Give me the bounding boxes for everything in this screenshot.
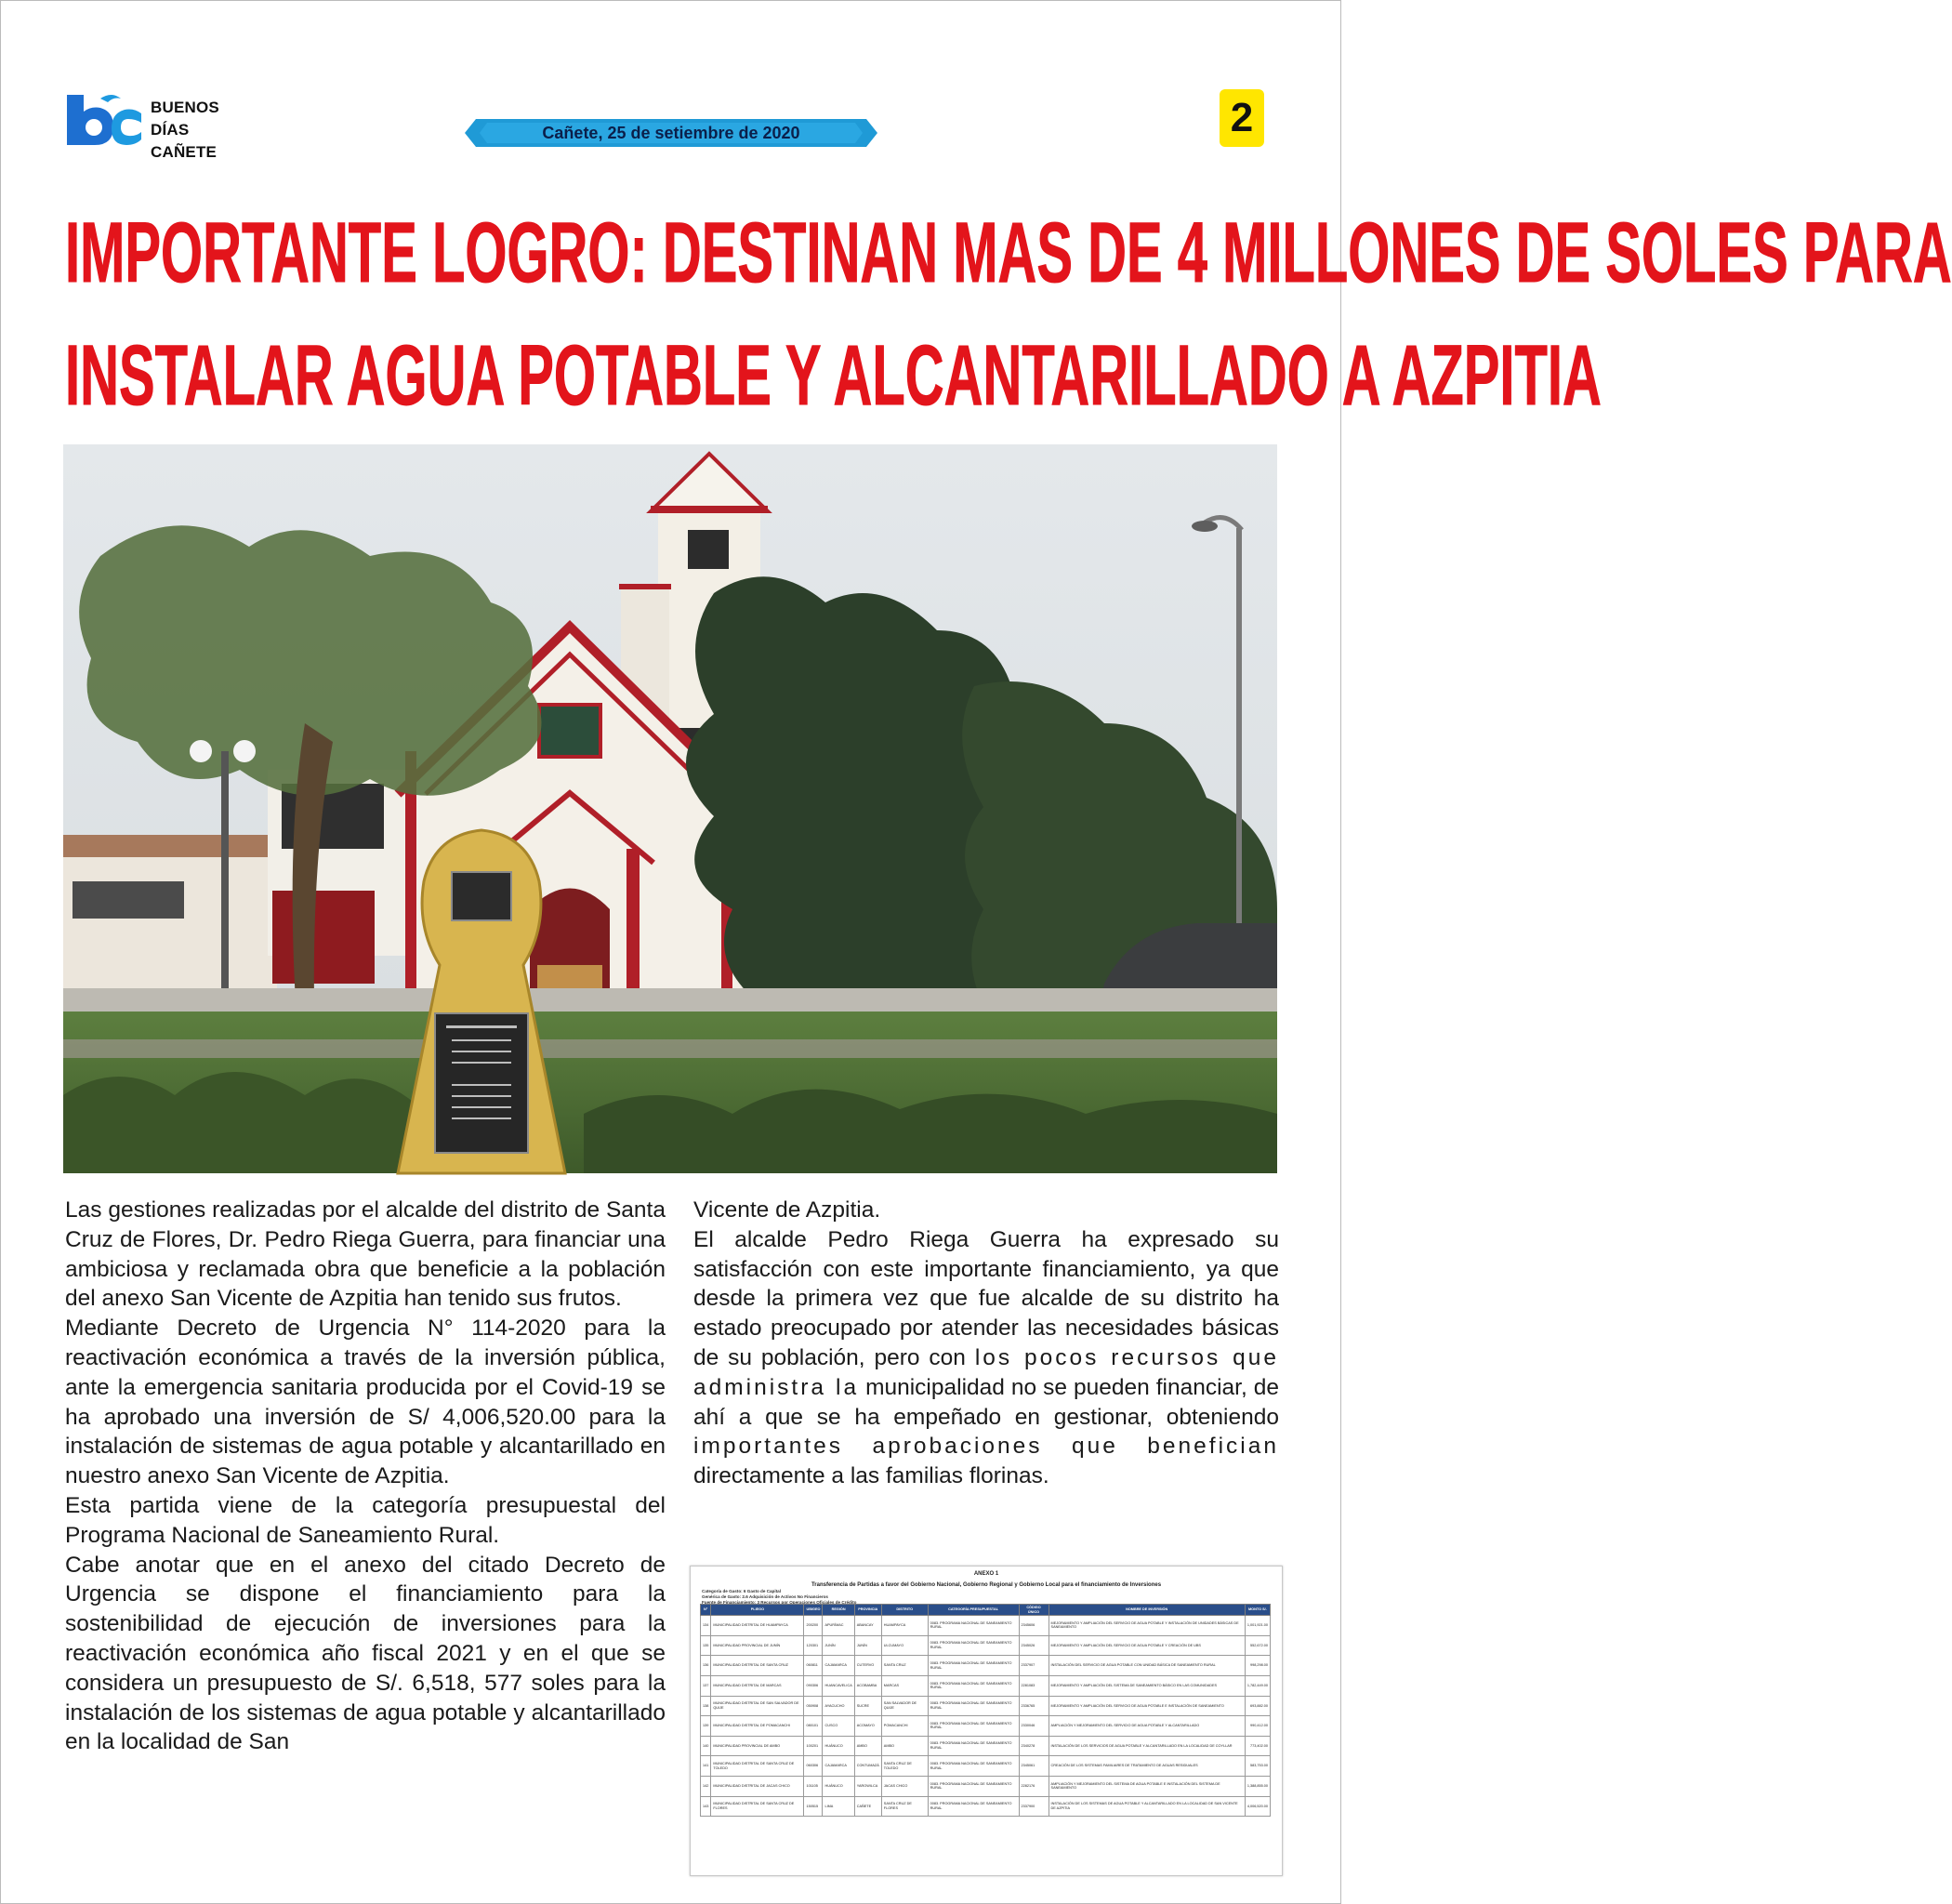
table-cell: 0083. PROGRAMA NACIONAL DE SANEAMIENTO RURAL <box>928 1656 1019 1676</box>
table-cell: HUAMPAYCA <box>881 1616 928 1636</box>
page-number-badge: 2 <box>1220 89 1264 147</box>
table-cell: 998,298.00 <box>1245 1656 1270 1676</box>
table-row <box>701 1776 1271 1796</box>
table-cell: 137 <box>701 1675 711 1696</box>
table-cell: 2337907 <box>1019 1656 1049 1676</box>
annex-meta: Genérica de Gasto: 2.6 Adquisición de Activos No Financieros <box>702 1594 828 1599</box>
article-paragraph: Cabe anotar que en el anexo del citado Decreto de Urgencia se dispone el financiamiento para la sostenibilidad de ejecución de inversiones para la reactivación económica año fiscal 2021 y en el que se considera un presupuesto de S/. 6,518, 577 soles para la instalación de los sistemas de agua potable y alcantarillado en la localidad de San <box>65 1552 666 1755</box>
table-cell: SANTA CRUZ DE FLORES <box>881 1796 928 1817</box>
table-cell: CAJAMARCA <box>823 1656 854 1676</box>
table-cell: 583,753.00 <box>1245 1756 1270 1777</box>
table-cell: 050908 <box>804 1696 823 1716</box>
table-cell: MEJORAMIENTO Y AMPLIACIÓN DEL SISTEMA DE SANEAMIENTO BÁSICO EN LAS COMUNIDADES <box>1049 1675 1245 1696</box>
article-paragraph: Esta partida viene de la categoría presupuestal del Programa Nacional de Saneamiento Rural. <box>65 1492 666 1548</box>
table-cell: 2345606 <box>1019 1616 1049 1636</box>
table-cell: 990,412.00 <box>1245 1716 1270 1737</box>
annex-column-header: PROVINCIA <box>854 1605 881 1616</box>
table-cell: MUNICIPALIDAD PROVINCIAL DE JUNÍN <box>711 1635 804 1656</box>
table-cell: 1,388,855.00 <box>1245 1776 1270 1796</box>
table-cell: 101105 <box>804 1776 823 1796</box>
annex-title: ANEXO 1 <box>973 1571 999 1577</box>
table-cell: 1,001,921.00 <box>1245 1616 1270 1636</box>
logo-line-1: BUENOS <box>151 99 219 116</box>
bc-logo-icon <box>63 91 141 149</box>
table-cell: 2345026 <box>1019 1635 1049 1656</box>
table-cell: SANTA CRUZ <box>881 1656 928 1676</box>
table-cell: ABANCAY <box>854 1616 881 1636</box>
table-cell: 0083. PROGRAMA NACIONAL DE SANEAMIENTO RURAL <box>928 1696 1019 1716</box>
table-cell: POMACANCHI <box>881 1716 928 1737</box>
table-cell: LIMA <box>823 1796 854 1817</box>
table-cell: 2345061 <box>1019 1756 1049 1777</box>
table-cell: HUÁNUCO <box>823 1736 854 1756</box>
table-cell: MUNICIPALIDAD DISTRITAL DE SANTA CRUZ DE TOLEDO <box>711 1756 804 1777</box>
table-cell: 2337900 <box>1019 1796 1049 1817</box>
annex-column-header: REGIÓN <box>823 1605 854 1616</box>
table-cell: MUNICIPALIDAD DISTRITAL DE JACAS CHICO <box>711 1776 804 1796</box>
table-row <box>701 1736 1271 1756</box>
table-cell: AMPLIACIÓN Y MEJORAMIENTO DEL SERVICIO DE AGUA POTABLE Y ALCANTARILLADO <box>1049 1716 1245 1737</box>
table-cell: CAJAMARCA <box>823 1756 854 1777</box>
table-cell: 134 <box>701 1616 711 1636</box>
headline <box>65 192 1952 437</box>
annex-column-header: N° <box>701 1605 711 1616</box>
table-cell: AMBO <box>854 1736 881 1756</box>
table-cell: AMBO <box>881 1736 928 1756</box>
table-cell: CUSCO <box>823 1716 854 1737</box>
date-banner <box>463 117 879 149</box>
table-cell: SUCRE <box>854 1696 881 1716</box>
table-cell: MUNICIPALIDAD DISTRITAL DE SANTA CRUZ DE FLORES <box>711 1796 804 1817</box>
table-cell: CAÑETE <box>854 1796 881 1817</box>
table-row <box>701 1616 1271 1636</box>
annex-column-header: UBIGEO <box>804 1605 823 1616</box>
annex-meta: Fuente de Financiamiento: 3 Recursos por Operaciones Oficiales de Crédito <box>702 1600 857 1605</box>
article-text: directamente a las familias florinas. <box>693 1463 1049 1489</box>
table-cell: 2281083 <box>1019 1675 1049 1696</box>
table-cell: 552,672.00 <box>1245 1635 1270 1656</box>
table-cell: INSTALACIÓN DEL SERVICIO DE AGUA POTABLE CON UNIDAD BÁSICA DE SANEAMIENTO RURAL <box>1049 1656 1245 1676</box>
article-left-column <box>65 1196 666 1757</box>
table-cell: MEJORAMIENTO Y AMPLIACIÓN DEL SERVICIO DE AGUA POTABLE Y INSTALACIÓN DE UNIDADES BÁSICAS DE SANEAMIENTO <box>1049 1616 1245 1636</box>
table-cell: MUNICIPALIDAD DISTRITAL DE MARCAS <box>711 1675 804 1696</box>
table-cell: 0083. PROGRAMA NACIONAL DE SANEAMIENTO RURAL <box>928 1635 1019 1656</box>
table-cell: 0083. PROGRAMA NACIONAL DE SANEAMIENTO RURAL <box>928 1776 1019 1796</box>
table-cell: MUNICIPALIDAD DISTRITAL DE HUAMPAYCA <box>711 1616 804 1636</box>
article-text: El alcalde Pedro Riega Guerra ha expresado su satisfacción con este importante financiamiento, ya que desde la primera vez que fue alcalde de su distrito ha estado preocupado por atender las necesidades básicas de su población, pero con <box>693 1226 1279 1370</box>
table-cell: 773,402.00 <box>1245 1736 1270 1756</box>
table-cell: 090306 <box>804 1675 823 1696</box>
table-cell: 143 <box>701 1796 711 1817</box>
table-cell: HUANCAVELICA <box>823 1675 854 1696</box>
table-cell: 138 <box>701 1696 711 1716</box>
annex-table <box>700 1604 1271 1817</box>
annex-column-header: CÓDIGO ÚNICO <box>1019 1605 1049 1616</box>
table-cell: MUNICIPALIDAD DISTRITAL DE SANTA CRUZ <box>711 1656 804 1676</box>
table-row <box>701 1756 1271 1777</box>
table-cell: AYACUCHO <box>823 1696 854 1716</box>
article-text: municipalidad no se pueden financiar, de ahí a que se ha empeñado en gestionar, obteniendo <box>693 1374 1280 1430</box>
table-cell: JUNÍN <box>823 1635 854 1656</box>
table-cell: 2340278 <box>1019 1736 1049 1756</box>
table-cell: 060811 <box>804 1656 823 1676</box>
table-cell: HUÁNUCO <box>823 1776 854 1796</box>
table-cell: CUTERVO <box>854 1656 881 1676</box>
table-cell: 0083. PROGRAMA NACIONAL DE SANEAMIENTO RURAL <box>928 1675 1019 1696</box>
table-cell: 2282176 <box>1019 1776 1049 1796</box>
table-cell: MARCAS <box>881 1675 928 1696</box>
table-cell: JACAS CHICO <box>881 1776 928 1796</box>
table-cell: MUNICIPALIDAD DISTRITAL DE POMACANCHI <box>711 1716 804 1737</box>
table-cell: 120301 <box>804 1635 823 1656</box>
logo-line-2: DÍAS CAÑETE <box>151 121 218 161</box>
article-text: los pocos recursos que administra la <box>693 1344 1279 1400</box>
table-cell: 0083. PROGRAMA NACIONAL DE SANEAMIENTO RURAL <box>928 1796 1019 1817</box>
table-cell: INSTALACIÓN DE LOS SISTEMAS DE AGUA POTABLE Y ALCANTARILLADO EN LA LOCALIDAD DE SAN VICENTE DE AZPITIA <box>1049 1796 1245 1817</box>
table-cell: JUNÍN <box>854 1635 881 1656</box>
article-paragraph: Las gestiones realizadas por el alcalde del distrito de Santa Cruz de Flores, Dr. Pedro Riega Guerra, para financiar una ambiciosa y reclamada obra que beneficie a la población del anexo San Vicente de Azpitia han tenido sus frutos. <box>65 1197 666 1312</box>
table-cell: CREACIÓN DE LOS SISTEMAS FAMILIARES DE TRATAMIENTO DE AGUAS RESIDUALES <box>1049 1756 1245 1777</box>
table-cell: 060306 <box>804 1756 823 1777</box>
table-cell: SANTA CRUZ DE TOLEDO <box>881 1756 928 1777</box>
table-cell: 200200 <box>804 1616 823 1636</box>
table-cell: 141 <box>701 1756 711 1777</box>
table-cell: 2336765 <box>1019 1696 1049 1716</box>
table-cell: 150515 <box>804 1796 823 1817</box>
table-row <box>701 1635 1271 1656</box>
article-right-column <box>693 1196 1279 1491</box>
annex-column-header: MONTO S/. <box>1245 1605 1270 1616</box>
annex-column-header: NOMBRE DE INVERSIÓN <box>1049 1605 1245 1616</box>
table-cell: 0083. PROGRAMA NACIONAL DE SANEAMIENTO RURAL <box>928 1756 1019 1777</box>
table-cell: MEJORAMIENTO Y AMPLIACIÓN DEL SERVICIO DE AGUA POTABLE Y CREACIÓN DE UBS <box>1049 1635 1245 1656</box>
article-paragraph: Mediante Decreto de Urgencia N° 114-2020 para la reactivación económica a través de la inversión pública, ante la emergencia sanitaria producida por el Covid-19 se ha aprobado una inversión de S/ 4,006,520.00 para la instalación de sistemas de agua potable y alcantarillado en nuestro anexo San Vicente de Azpitia. <box>65 1316 666 1489</box>
table-cell: 0083. PROGRAMA NACIONAL DE SANEAMIENTO RURAL <box>928 1616 1019 1636</box>
annex-column-header: PLIEGO <box>711 1605 804 1616</box>
table-cell: APURÍMAC <box>823 1616 854 1636</box>
article-text: importantes aprobaciones que benefician <box>693 1434 1279 1460</box>
church-illustration <box>63 444 1277 1173</box>
annex-column-header: CATEGORÍA PRESUPUESTAL <box>928 1605 1019 1616</box>
table-cell: CONTUMAZÁ <box>854 1756 881 1777</box>
table-cell: 135 <box>701 1635 711 1656</box>
table-cell: AMPLIACIÓN Y MEJORAMIENTO DEL SISTEMA DE AGUA POTABLE E INSTALACIÓN DEL SISTEMA DE SANEAMIENTO <box>1049 1776 1245 1796</box>
table-cell: ACOBAMBA <box>854 1675 881 1696</box>
table-row <box>701 1796 1271 1817</box>
masthead-logo <box>63 91 258 161</box>
headline-line-2: INSTALAR AGUA POTABLE Y ALCANTARILLADO A AZPITIA <box>65 328 1602 423</box>
table-cell: MUNICIPALIDAD PROVINCIAL DE AMBO <box>711 1736 804 1756</box>
issue-date: Cañete, 25 de setiembre de 2020 <box>542 124 800 142</box>
table-cell: YAROWILCA <box>854 1776 881 1796</box>
table-cell: 0083. PROGRAMA NACIONAL DE SANEAMIENTO RURAL <box>928 1716 1019 1737</box>
table-cell: MEJORAMIENTO Y AMPLIACIÓN DEL SERVICIO DE AGUA POTABLE E INSTALACIÓN DE SANEAMIENTO <box>1049 1696 1245 1716</box>
table-cell: INSTALACIÓN DE LOS SERVICIOS DE AGUA POTABLE Y ALCANTARILLADO EN LA LOCALIDAD DE COYLLAR <box>1049 1736 1245 1756</box>
table-cell: 136 <box>701 1656 711 1676</box>
table-cell: SAN SALVADOR DE QUIJE <box>881 1696 928 1716</box>
table-cell: 080101 <box>804 1716 823 1737</box>
article-paragraph <box>693 1225 1279 1491</box>
table-cell: MUNICIPALIDAD DISTRITAL DE SAN SALVADOR DE QUIJE <box>711 1696 804 1716</box>
table-cell: 2330046 <box>1019 1716 1049 1737</box>
table-cell: 693,882.00 <box>1245 1696 1270 1716</box>
annex-table-body <box>701 1616 1271 1817</box>
table-row <box>701 1675 1271 1696</box>
table-row <box>701 1716 1271 1737</box>
article-paragraph: Vicente de Azpitia. <box>693 1197 881 1223</box>
table-cell: 100201 <box>804 1736 823 1756</box>
annex-table-header <box>701 1605 1271 1616</box>
table-cell: 139 <box>701 1716 711 1737</box>
church-photo <box>63 444 1277 1173</box>
table-row <box>701 1656 1271 1676</box>
table-cell: 1,782,449.00 <box>1245 1675 1270 1696</box>
headline-line-1: IMPORTANTE LOGRO: DESTINAN MAS DE 4 MILLONES DE SOLES PARA <box>65 205 1952 300</box>
table-cell: ULCUMAYO <box>881 1635 928 1656</box>
annex-table-document <box>690 1566 1283 1876</box>
annex-meta: Categoría de Gasto: 6 Gasto de Capital <box>702 1589 782 1593</box>
table-cell: 140 <box>701 1736 711 1756</box>
annex-subtitle: Transferencia de Partidas a favor del Gobierno Nacional, Gobierno Regional y Gobierno Local para el financiamiento de Inversiones <box>811 1582 1162 1588</box>
table-cell: 0083. PROGRAMA NACIONAL DE SANEAMIENTO RURAL <box>928 1736 1019 1756</box>
annex-column-header: DISTRITO <box>881 1605 928 1616</box>
table-cell: 4,006,520.00 <box>1245 1796 1270 1817</box>
table-cell: 142 <box>701 1776 711 1796</box>
table-row <box>701 1696 1271 1716</box>
table-cell: ACOMAYO <box>854 1716 881 1737</box>
